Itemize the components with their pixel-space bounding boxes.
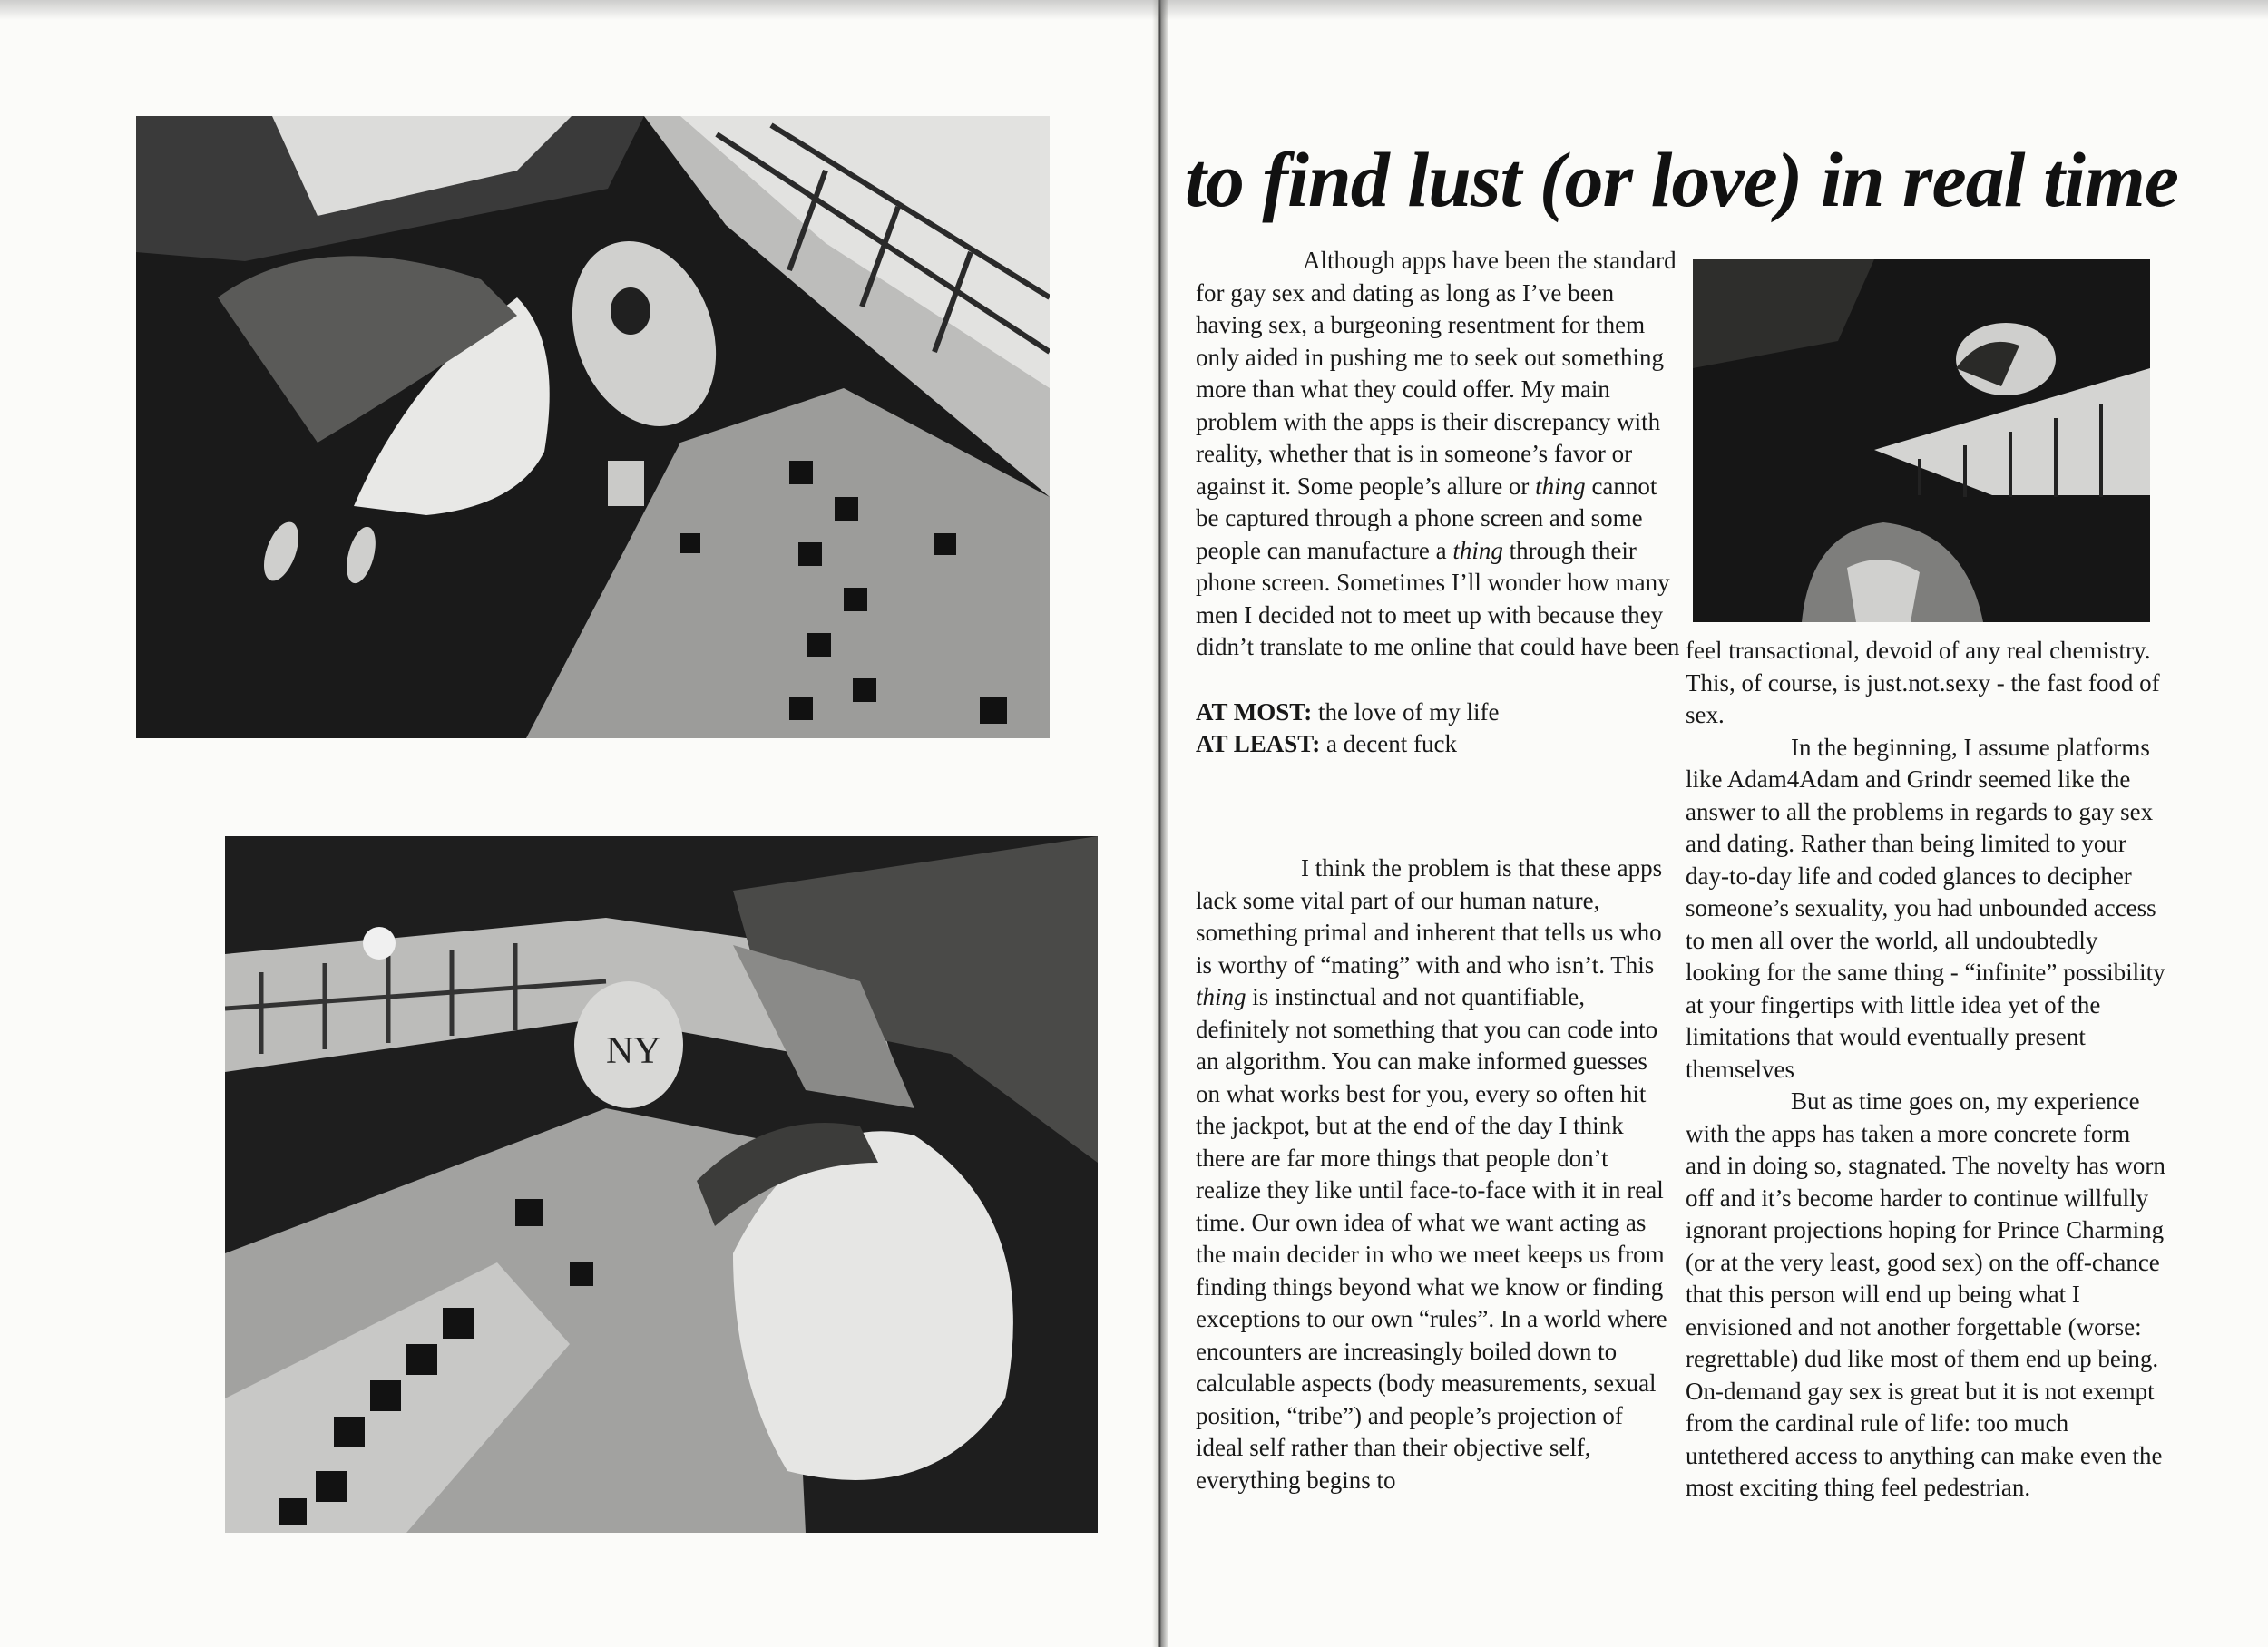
at-most-label: AT MOST:: [1196, 697, 1313, 726]
photo-subway-right: [1693, 259, 2150, 622]
paragraph-problem-text-a: I think the problem is that these apps lack some vital part of our human nature, something primal and inherent that tells us who is worthy of “mating” with and who isn’t. This: [1196, 854, 1663, 979]
paragraph-problem: [1196, 853, 1673, 1496]
at-least-text: a decent fuck: [1320, 730, 1457, 757]
paragraph-intro-text-a: Although apps have been the standard for gay sex and dating as long as I’ve been having sex, a burgeoning resentment for them only aided in pushing me to seek out something more than what they could offer. My main problem with the apps is their discrepancy with reality, whether that is in someone’s favor or against it. Some people’s allure or: [1196, 247, 1677, 500]
paragraph-intro: [1196, 245, 1686, 664]
paragraph-transactional: feel transactional, devoid of any real chemistry. This, of course, is just.not.sexy - the fast food of sex.: [1686, 637, 2160, 728]
emphasis-thing: thing: [1452, 536, 1503, 564]
emphasis-thing: thing: [1196, 983, 1246, 1010]
spine-gutter: [1152, 0, 1168, 1647]
paragraph-intro-text-c: through their phone screen. Sometimes I’ll wonder how many men I decided not to meet up with because they didn’t translate to me online that could have been: [1196, 536, 1680, 660]
paragraph-intro-text-b: cannot be captured through a phone screen and some people can manufacture a: [1196, 472, 1657, 564]
paragraph-time-goes-on: But as time goes on, my experience with the apps has taken a more concrete form and in doing so, stagnated. The novelty has worn off and it’s become harder to continue willfully ignorant projections hoping for Prince Charming (or at the very least, good sex) on the off-chance that this person will end up being what I envisioned and not another forgettable (worse: regrettable) dud like most of them end up being. On-demand gay sex is great but it is not exempt from the cardinal rule of life: too much untethered access to anything can make even the most exciting thing feel pedestrian.: [1686, 1087, 2165, 1501]
emphasis-thing: thing: [1535, 472, 1586, 500]
paragraph-beginning: In the beginning, I assume platforms like Adam4Adam and Grindr seemed like the answer to all the problems in regards to gay sex and dating. Rather than being limited to your day-to-day life and coded glances to decipher someone’s sexuality, you had unbounded access to men all over the world, all undoubtedly looking for the same thing - “infinite” possibility at your fingertips with little idea yet of the limitations that would eventually present themselves: [1686, 733, 2165, 1083]
at-least-label: AT LEAST:: [1196, 730, 1321, 757]
svg-text:NY: NY: [606, 1030, 661, 1072]
at-most-text: the love of my life: [1312, 697, 1500, 726]
tagline-at-least: [1196, 728, 1686, 761]
column-right: [1686, 635, 2170, 1505]
paragraph-problem-text-b: is instinctual and not quantifiable, definitely not something that you can code into an algorithm. You can make informed guesses on what works best for you, every so often hit the jackpot, but at the end of the day I think there are far more things that people don’t realize they like until face-to-face with it in real time. Our own idea of what we want acting as the main decider in who we meet keeps us from finding things beyond what we know or finding exceptions to our own “rules”. In a world where encounters are increasingly boiled down to calculable aspects (body measurements, sexual position, “tribe”) and people’s projection of ideal self rather than their objective self, everything begins to: [1196, 983, 1667, 1494]
column-left-bottom: [1196, 853, 1673, 1496]
photo-subway-bottom: [225, 836, 1098, 1533]
headline: to find lust (or love) in real time: [1185, 136, 2178, 223]
column-left-top: [1196, 245, 1686, 761]
tagline-at-most: [1196, 697, 1686, 729]
photo-subway-top: [136, 116, 1050, 738]
scan-shadow: [0, 0, 2268, 20]
